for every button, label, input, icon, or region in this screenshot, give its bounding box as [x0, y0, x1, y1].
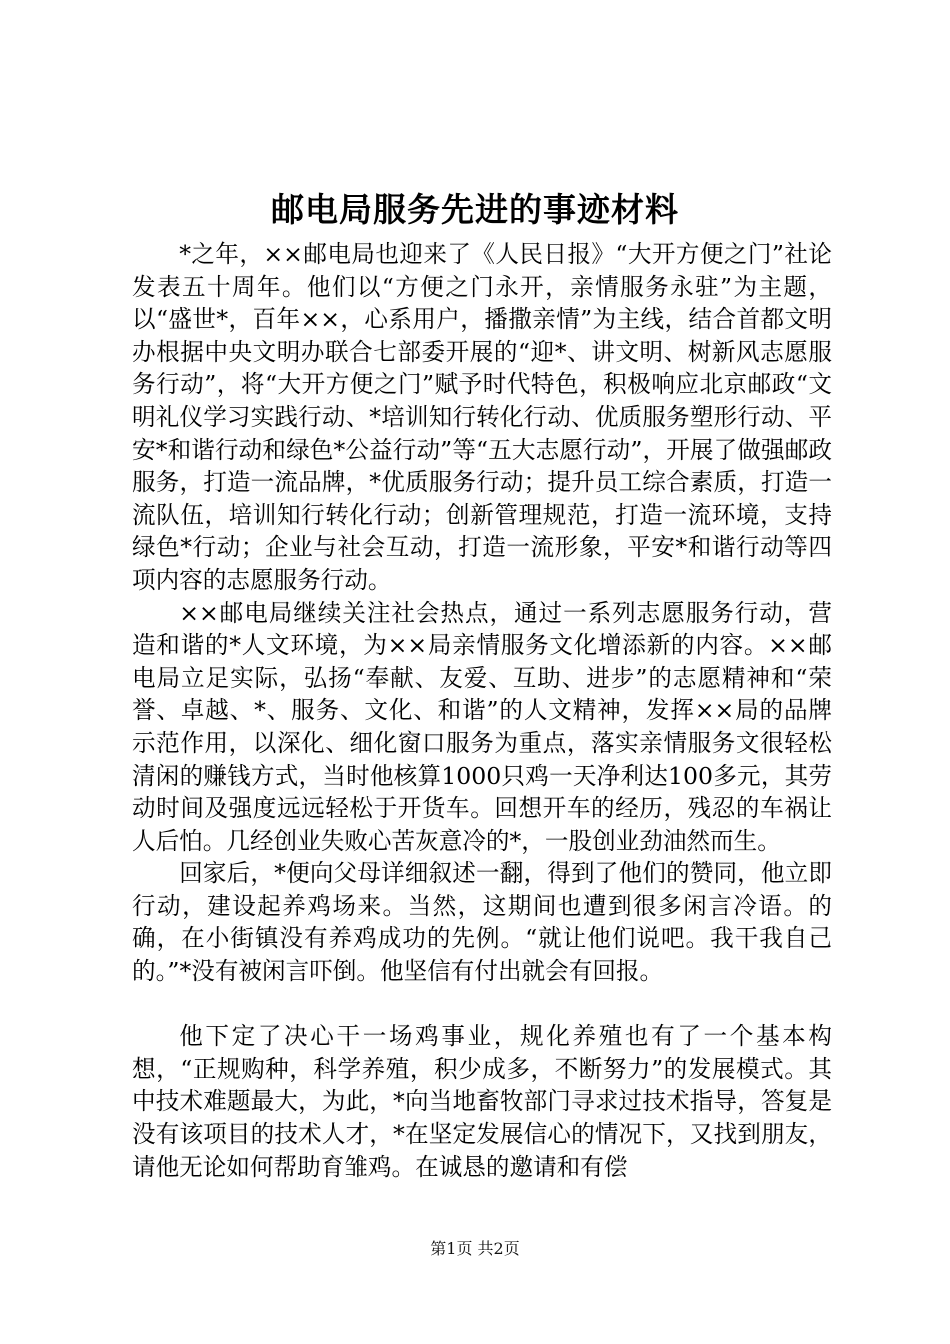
page-number-footer: 第1页 共2页 — [430, 1239, 520, 1258]
document-body — [132, 238, 832, 1183]
paragraph-4: 他下定了决心干一场鸡事业，规化养殖也有了一个基本构想，“正规购种，科学养殖，积少成多，不断努力”的发展模式。其中技术难题最大，为此，*向当地畜牧部门寻求过技术指导，答复是没有该项目的技术人才，*在坚定发展信心的情况下，又找到朋友，请他无论如何帮助育雏鸡。在诚恳的邀请和有偿 — [132, 1022, 832, 1181]
document-title: 邮电局服务先进的事迹材料 — [271, 190, 679, 229]
paragraph-3: 回家后，*便向父母详细叙述一翻，得到了他们的赞同，他立即行动，建设起养鸡场来。当然，这期间也遭到很多闲言冷语。的确，在小街镇没有养鸡成功的先例。“就让他们说吧。我干我自己的。”*没有被闲言吓倒。他坚信有付出就会有回报。 — [132, 859, 832, 986]
paragraph-2: ××邮电局继续关注社会热点，通过一系列志愿服务行动，营造和谐的*人文环境，为××局亲情服务文化增添新的内容。××邮电局立足实际，弘扬“奉献、友爱、互助、进步”的志愿精神和“荣誉、卓越、*、服务、文化、和谐”的人文精神，发挥××局的品牌示范作用，以深化、细化窗口服务为重点，落实亲情服务文很轻松清闲的赚钱方式，当时他核算1000只鸡一天净利达100多元，其劳动时间及强度远远轻松于开货车。回想开车的经历，残忍的车祸让人后怕。几经创业失败心苦灰意冷的*，一股创业劲油然而生。 — [132, 598, 832, 855]
paragraph-1: *之年，××邮电局也迎来了《人民日报》“大开方便之门”社论发表五十周年。他们以“方便之门永开，亲情服务永驻”为主题，以“盛世*，百年××，心系用户，播撒亲情”为主线，结合首都文明办根据中央文明办联合七部委开展的“迎*、讲文明、树新风志愿服务行动”，将“大开方便之门”赋予时代特色，积极响应北京邮政“文明礼仪学习实践行动、*培训知行转化行动、优质服务塑形行动、平安*和谐行动和绿色*公益行动”等“五大志愿行动”，开展了做强邮政服务，打造一流品牌，*优质服务行动；提升员工综合素质，打造一流队伍，培训知行转化行动；创新管理规范，打造一流环境，支持绿色*行动；企业与社会互动，打造一流形象，平安*和谐行动等四项内容的志愿服务行动。 — [132, 240, 832, 594]
